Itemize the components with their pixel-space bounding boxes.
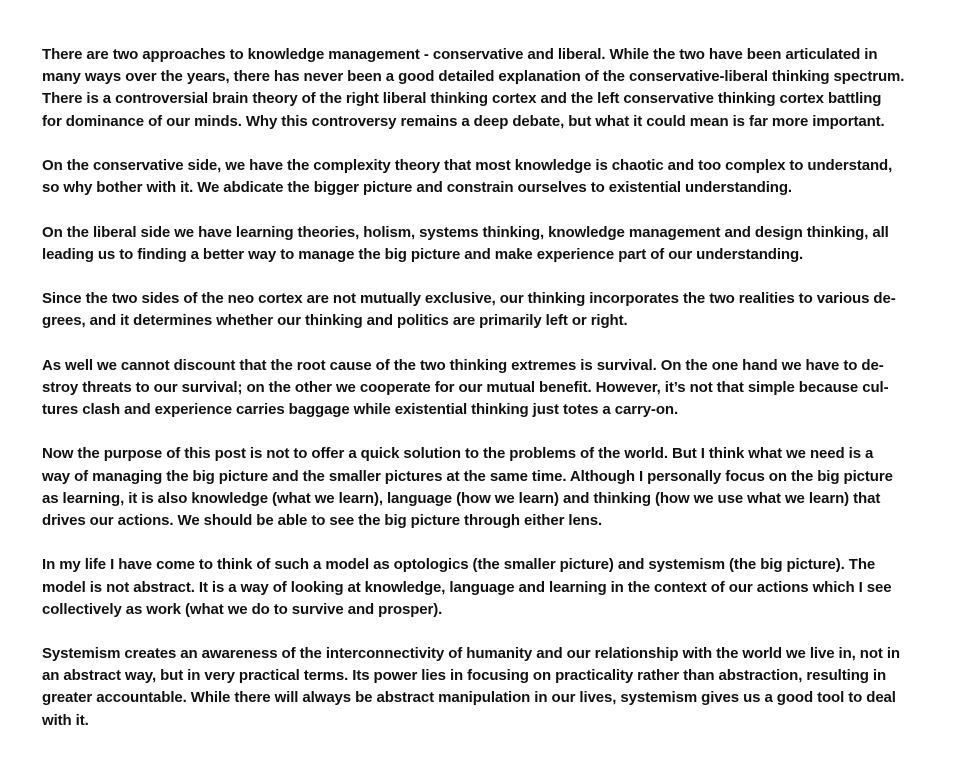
paragraph-neo-cortex — [42, 288, 942, 332]
text-line: There is a controversial brain theory of the right liberal thinking cortex and the left conservative thinking cortex battling — [42, 90, 882, 108]
text-line: On the conservative side, we have the complexity theory that most knowledge is chaotic and too complex to understand, — [42, 156, 893, 174]
text-line: stroy threats to our survival; on the other we cooperate for our mutual benefit. However, it’s not that simple because cul- — [42, 378, 889, 396]
paragraph-model — [42, 554, 942, 621]
text-line: as learning, it is also knowledge (what we learn), language (how we learn) and thinking (how we use what we learn) that — [42, 489, 881, 507]
text-line: grees, and it determines whether our thinking and politics are primarily left or right. — [42, 312, 628, 330]
text-line: for dominance of our minds. Why this controversy remains a deep debate, but what it could mean is far more important. — [42, 112, 885, 130]
text-line: In my life I have come to think of such a model as optologics (the smaller picture) and systemism (the big picture). The — [42, 556, 876, 574]
text-line: way of managing the big picture and the smaller pictures at the same time. Although I personally focus on the big picture — [42, 467, 893, 485]
text-line: Since the two sides of the neo cortex are not mutually exclusive, our thinking incorporates the two realities to various de- — [42, 290, 896, 308]
text-line: so why bother with it. We abdicate the bigger picture and constrain ourselves to existential understanding. — [42, 179, 792, 197]
paragraph-survival — [42, 355, 942, 422]
text-line: collectively as work (what we do to survive and prosper). — [42, 600, 443, 618]
text-line: drives our actions. We should be able to see the big picture through either lens. — [42, 511, 603, 529]
paragraph-purpose — [42, 443, 942, 532]
text-line: Systemism creates an awareness of the interconnectivity of humanity and our relationship with the world we live in, not in — [42, 645, 900, 663]
text-line: with it. — [42, 711, 89, 729]
text-line: On the liberal side we have learning theories, holism, systems thinking, knowledge management and design thinking, all — [42, 223, 889, 241]
text-line: greater accountable. While there will always be abstract manipulation in our lives, systemism gives us a good tool to deal — [42, 689, 896, 707]
text-line: many ways over the years, there has never been a good detailed explanation of the conservative-liberal thinking spectrum. — [42, 68, 905, 86]
text-line: Now the purpose of this post is not to offer a quick solution to the problems of the world. But I think what we need is a — [42, 445, 874, 463]
text-line: There are two approaches to knowledge management - conservative and liberal. While the two have been articulated in — [42, 46, 878, 63]
paragraph-approaches — [42, 44, 942, 133]
document-body — [42, 44, 942, 754]
paragraph-liberal-side — [42, 222, 942, 266]
paragraph-systemism — [42, 643, 942, 732]
text-line: leading us to finding a better way to manage the big picture and make experience part of our understanding. — [42, 245, 804, 263]
text-line: model is not abstract. It is a way of looking at knowledge, language and learning in the context of our actions which I see — [42, 578, 892, 596]
text-line: an abstract way, but in very practical terms. Its power lies in focusing on practicality rather than abstraction, resulting in — [42, 667, 887, 685]
text-line: tures clash and experience carries baggage while existential thinking just totes a carry-on. — [42, 401, 679, 418]
text-line: As well we cannot discount that the root cause of the two thinking extremes is survival. On the one hand we have to de- — [42, 356, 884, 374]
paragraph-conservative-side — [42, 155, 942, 199]
